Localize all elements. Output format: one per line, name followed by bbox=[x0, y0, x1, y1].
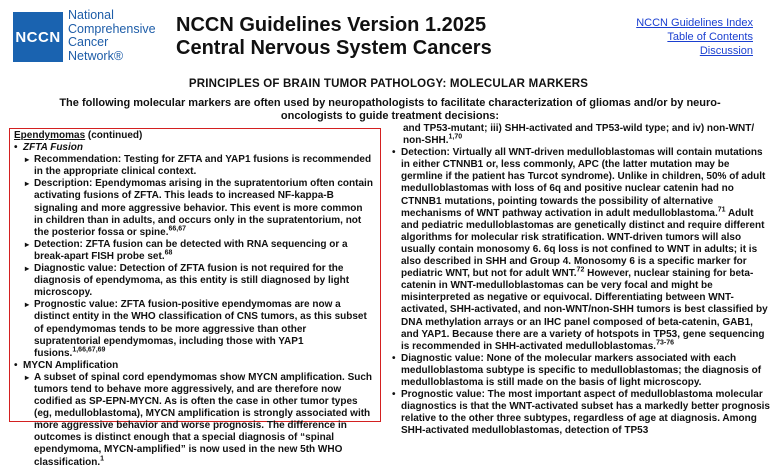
diagnostic-item: ▸ Diagnostic value: Detection of ZFTA fusion is not required for the diagnosis of ependymoma, as this entity is still diagnosed by light microscopy. bbox=[25, 263, 350, 299]
zfta-heading: • ZFTA Fusion bbox=[14, 142, 83, 154]
bullet-icon: • bbox=[392, 352, 396, 364]
prognostic-item: ▸ Prognostic value: ZFTA fusion-positive ependymomas are now a distinct entity in the WHO classification of CNS tumors, as this subset of ependymomas tends to be more aggressive than other supratentorial ependymomas, including those with YAP1 fusions.$^{1,66,67,69}$ bbox=[25, 299, 367, 359]
detection-item: ▸ Detection: ZFTA fusion can be detected with RNA sequencing or a break-apart FISH probe set.$^{68}$ bbox=[25, 238, 348, 262]
bullet-icon: • bbox=[392, 147, 396, 159]
prognostic-item: • Prognostic value: The most important aspect of medulloblastoma molecular diagnostics is that the WNT-activated subset has a markedly better prognosis relative to the other three subtypes, regardless of age at diagnosis. Among SHH-activated medulloblastomas, detection of TP53 bbox=[392, 389, 770, 437]
logo-line: Comprehensive bbox=[68, 21, 156, 36]
left-column-highlighted bbox=[9, 128, 381, 468]
right-column bbox=[392, 123, 770, 437]
logo-line: National bbox=[68, 8, 114, 22]
detection-item: • Detection: Virtually all WNT-driven medulloblastomas will contain mutations in either CTNNB1 or, less commonly, APC (the latter mutation may be germline if the patient has Turcot syndrome). Unlike in children, 50% of adult medulloblastomas with loss of 6q and positive nuclear catenin had no CTNNB1 mutations, pointing towards the possibility of alternative mechanisms of WNT pathway activation in adult medulloblastoma.$^{71}$ Adult and pediatric medulloblastomas are genetically distinct and require different algorithms for molecular risk stratification. WNT-driven tumors will also usually contain monosomy 6. 6q loss is not confined to WNT in adults; it is also described in SHH and Group 4. Monosomy 6 is a specific marker for pediatric WNT, but not for adult WNT.$^{72}$ However, nuclear staining for beta-catenin in WNT-medulloblastomas can be very focal and might be misinterpreted as negative or equivocal. Differentiating between WNT-activated, SHH-activated, and non-WNT/non-SHH tumors is best classified by DNA methylation arrays or an IHC panel composed of beta-catenin, GAB1, and YAP1. Because there are a variety of hotspots in TP53, gene sequencing is recommended in SHH-activated medulloblastomas.$^{73-76}$ bbox=[392, 147, 768, 352]
discussion-link[interactable]: Discussion bbox=[699, 45, 753, 57]
triangle-bullet-icon: ▸ bbox=[25, 239, 30, 249]
nav-links bbox=[636, 16, 753, 58]
description-item: ▸ Description: Ependymomas arising in the supratentorium often contain activating fusions of ZFTA. This leads to increased NF-kappa-B signaling and more aggressive behavior. This event is more common in children than in adults, and occurs only in the supratentorium, not the posterior fossa or spine.$^{66,67}$ bbox=[25, 178, 373, 238]
continued-text: and TP53-mutant; iii) SHH-activated and TP53-wild type; and iv) non-WNT/ non-SHH.$^{1,70}$ bbox=[403, 123, 755, 147]
bullet-icon: • bbox=[14, 142, 18, 154]
page-title bbox=[176, 14, 492, 60]
section-title: Ependymomas (continued) bbox=[14, 130, 143, 141]
triangle-bullet-icon: ▸ bbox=[25, 372, 30, 382]
triangle-bullet-icon: ▸ bbox=[25, 264, 30, 274]
table-of-contents-link[interactable]: Table of Contents bbox=[667, 31, 753, 43]
logo-line: Cancer bbox=[68, 35, 109, 49]
title-line-2: Central Nervous System Cancers bbox=[176, 37, 492, 59]
mycn-item: ▸ A subset of spinal cord ependymomas show MYCN amplification. Such tumors tend to behave more aggressively, and are therefore now codified as SP-EPN-MYCN. As is often the case in other tumor types (eg, medulloblastoma), MYCN amplification is strongly associated with more aggressive behavior and worse prognosis. The difference in outcomes is distinct enough that a special diagnosis of “spinal ependymoma, MYCN-amplified” is now used in the new 5th WHO classification.$^1$ bbox=[25, 371, 373, 468]
section-heading: PRINCIPLES OF BRAIN TUMOR PATHOLOGY: MOLECULAR MARKERS bbox=[188, 78, 589, 90]
nccn-logo bbox=[13, 12, 63, 62]
title-line-1: NCCN Guidelines Version 1.2025 bbox=[176, 14, 487, 36]
logo-line: Network® bbox=[68, 48, 124, 63]
intro-text: The following molecular markers are often used by neuropathologists to facilitate characterization of gliomas and/or by neuro-oncologists to guide treatment decisions: bbox=[59, 97, 721, 122]
diagnostic-item: • Diagnostic value: None of the molecular markers associated with each medulloblastoma subtype is specific to medulloblastomas; the diagnosis of medulloblastoma is still made on the basis of light microscopy. bbox=[392, 352, 762, 388]
triangle-bullet-icon: ▸ bbox=[25, 179, 30, 189]
triangle-bullet-icon: ▸ bbox=[25, 300, 30, 310]
logo-wordmark bbox=[68, 9, 156, 63]
guidelines-index-link[interactable]: NCCN Guidelines Index bbox=[636, 17, 753, 29]
mycn-heading: • MYCN Amplification bbox=[14, 359, 119, 371]
bullet-icon: • bbox=[14, 359, 18, 371]
page-header bbox=[0, 0, 777, 68]
recommendation-item: ▸ Recommendation: Testing for ZFTA and YAP1 fusions is recommended in the appropriate clinical context. bbox=[25, 154, 372, 178]
bullet-icon: • bbox=[392, 389, 396, 401]
triangle-bullet-icon: ▸ bbox=[25, 155, 30, 165]
logo-abbr: NCCN bbox=[15, 28, 61, 46]
